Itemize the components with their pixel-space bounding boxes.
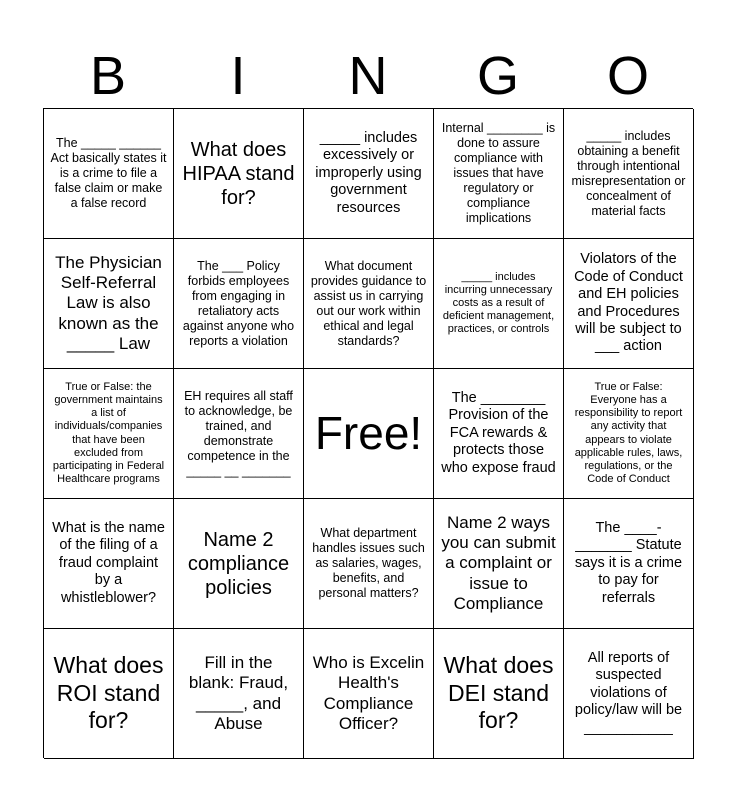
cell-text: What does ROI stand for?: [53, 652, 164, 734]
header-letter-g: G: [476, 46, 519, 106]
cell-text: Who is Excelin Health's Compliance Officer?: [312, 652, 425, 733]
bingo-board: [43, 108, 693, 758]
bingo-cell-r1-c4[interactable]: [434, 109, 564, 239]
cell-text: Name 2 ways you can submit a complaint or issue to Compliance: [441, 512, 556, 614]
cell-text: The ____-_______ Statute says it is a crime to pay for referrals: [574, 520, 683, 606]
header-letter-b: B: [89, 46, 127, 106]
bingo-cell-r5-c2[interactable]: [174, 629, 304, 759]
cell-text: All reports of suspected violations of policy/law will be ___________: [574, 650, 683, 736]
cell-text: The Physician Self-Referral Law is also known as the _____ Law: [55, 252, 162, 354]
bingo-cell-r3-c4[interactable]: [434, 369, 564, 499]
bingo-cell-r3-c2[interactable]: [174, 369, 304, 499]
header-letter-n: N: [348, 46, 388, 106]
bingo-cell-r2-c3[interactable]: [304, 239, 434, 369]
bingo-cell-r4-c4[interactable]: [434, 499, 564, 629]
bingo-cell-r1-c2[interactable]: [174, 109, 304, 239]
cell-text: True or False: the government maintains a list of individuals/companies that have been excluded from participating in Federal Healthcare programs: [52, 380, 165, 486]
cell-text: What department handles issues such as salaries, wages, benefits, and personal matters?: [312, 526, 425, 600]
bingo-cell-r1-c5[interactable]: [564, 109, 694, 239]
cell-text: What does HIPAA stand for?: [182, 138, 295, 209]
cell-text: True or False: Everyone has a responsibility to report any activity that appears to violate applicable rules, laws, regulations, or the Code of Conduct: [574, 380, 683, 486]
bingo-cell-r5-c4[interactable]: [434, 629, 564, 759]
cell-text: The ________ Provision of the FCA rewards & protects those who expose fraud: [441, 390, 556, 476]
cell-text: Name 2 compliance policies: [187, 528, 290, 599]
bingo-cell-r4-c1[interactable]: [44, 499, 174, 629]
bingo-cell-r2-c1[interactable]: [44, 239, 174, 369]
free-space[interactable]: [304, 369, 434, 499]
bingo-cell-r3-c5[interactable]: [564, 369, 694, 499]
cell-text: The _____ ______ Act basically states it is a crime to file a false claim or make a false record: [50, 136, 167, 210]
cell-text: Fill in the blank: Fraud, _____, and Abuse: [188, 652, 289, 733]
bingo-cell-r5-c5[interactable]: [564, 629, 694, 759]
cell-text: _____ includes obtaining a benefit through intentional misrepresentation or concealment of material facts: [571, 128, 686, 218]
cell-text: EH requires all staff to acknowledge, be trained, and demonstrate competence in the _____ __ _______: [184, 388, 293, 478]
bingo-cell-r5-c3[interactable]: [304, 629, 434, 759]
cell-text: Internal ________ is done to assure compliance with issues that have regulatory or compliance implications: [441, 121, 556, 225]
bingo-cell-r2-c4[interactable]: [434, 239, 564, 369]
bingo-cell-r5-c1[interactable]: [44, 629, 174, 759]
cell-text: The ___ Policy forbids employees from engaging in retaliatory acts against anyone who reports a violation: [182, 258, 295, 348]
cell-text: _____ includes incurring unnecessary costs as a result of deficient management, practices, or controls: [442, 270, 555, 336]
bingo-cell-r3-c1[interactable]: [44, 369, 174, 499]
bingo-cell-r2-c5[interactable]: [564, 239, 694, 369]
cell-text: What is the name of the filing of a fraud complaint by a whistleblower?: [52, 520, 165, 606]
header-letter-o: O: [606, 46, 649, 106]
bingo-header: [43, 44, 693, 108]
bingo-cell-r1-c1[interactable]: [44, 109, 174, 239]
bingo-cell-r4-c2[interactable]: [174, 499, 304, 629]
bingo-cell-r2-c2[interactable]: [174, 239, 304, 369]
cell-text: _____ includes excessively or improperly using government resources: [315, 130, 422, 216]
cell-text: What document provides guidance to assist us in carrying out our work within ethical and legal standards?: [310, 258, 427, 348]
cell-text: Violators of the Code of Conduct and EH policies and Procedures will be subject to ___ action: [574, 251, 683, 355]
header-letter-i: I: [230, 46, 246, 106]
cell-text: What does DEI stand for?: [443, 652, 554, 734]
free-space-label: Free!: [314, 406, 423, 459]
bingo-cell-r1-c3[interactable]: [304, 109, 434, 239]
bingo-cell-r4-c5[interactable]: [564, 499, 694, 629]
bingo-cell-r4-c3[interactable]: [304, 499, 434, 629]
